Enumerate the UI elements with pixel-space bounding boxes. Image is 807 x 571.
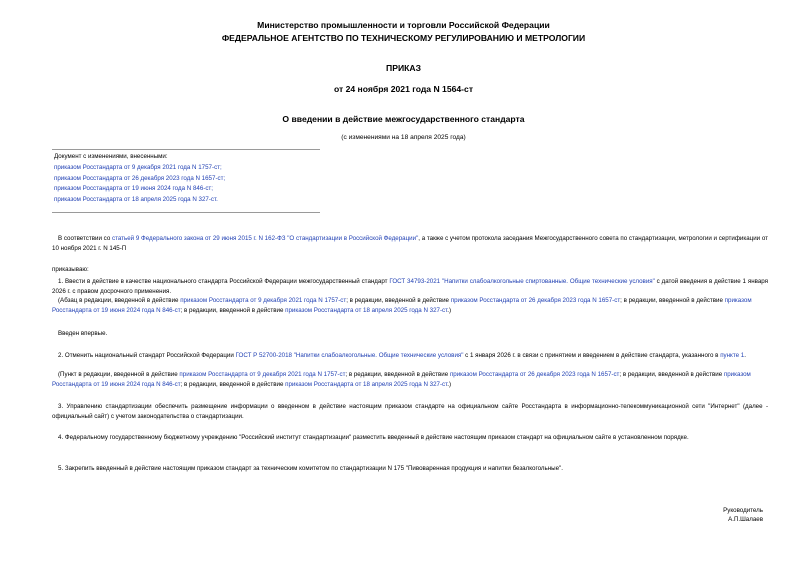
- note-text: (Абзац в редакции, введенной в действие: [58, 297, 181, 304]
- paragraph-text: .: [744, 352, 746, 359]
- paragraph-2: [52, 351, 768, 361]
- note-text: ; в редакции, введенной в действие: [619, 371, 724, 378]
- amendment-note: (с изменениями на 18 апреля 2025 года): [341, 134, 466, 141]
- paragraph-text: 1. Ввести в действие в качестве национального стандарта Российской Федерации межгосударственный стандарт: [58, 278, 390, 285]
- note-text: ; в редакции, введенной в действие: [180, 380, 286, 388]
- note-text: ; в редакции, введенной в действие: [620, 297, 725, 304]
- preamble-text: В соответствии со: [58, 235, 112, 242]
- paragraph-text: с 1 января 2026 г. в связи с принятием и введением в действие стандарта, указанного в: [463, 352, 721, 359]
- change-link[interactable]: приказом Росстандарта от 9 декабря 2021 года N 1757-ст: [179, 371, 346, 378]
- paragraph-1-note: [52, 296, 768, 315]
- document-title: О введении в действие межгосударственного стандарта: [282, 114, 525, 124]
- clause-link[interactable]: пункте 1: [720, 352, 745, 359]
- note-text: (Пункт в редакции, введенной в действие: [58, 371, 180, 378]
- standard-link[interactable]: ГОСТ 34793-2021 "Напитки слабоалкогольные спиртованные. Общие технические условия": [389, 278, 655, 285]
- preamble-paragraph: [52, 234, 768, 253]
- agency-name: ФЕДЕРАЛЬНОЕ АГЕНТСТВО ПО ТЕХНИЧЕСКОМУ РЕГУЛИРОВАНИЮ И МЕТРОЛОГИИ: [221, 33, 586, 43]
- paragraph-3: 3. Управлению стандартизации обеспечить размещение информации о введенном в действие настоящим приказом стандарте на официальном сайте Росстандарта в информационно-телекоммуникационной сети "Интернет" (далее - официальный сайт) с учетом законодательства о стандартизации.: [52, 403, 768, 420]
- change-link[interactable]: приказом Росстандарта от 26 декабря 2023 года N 1657-ст: [450, 297, 621, 304]
- change-link[interactable]: приказом Росстандарта от 19 июня 2024 года N 846-ст: [52, 371, 751, 388]
- introduced-first-note: Введен впервые.: [58, 330, 108, 337]
- note-text: .): [447, 306, 452, 314]
- preamble-text: , а также с учетом протокола заседания Межгосударственного совета по стандартизации, метрологии и сертификации от 10 ноября 2021 г. N 145-П: [52, 235, 768, 252]
- change-link[interactable]: приказом Росстандарта от 18 апреля 2025 года N 327-ст.: [54, 196, 218, 204]
- order-word: приказываю:: [52, 266, 89, 273]
- divider-top: [52, 149, 320, 150]
- change-link[interactable]: приказом Росстандарта от 19 июня 2024 года N 846-ст;: [54, 185, 213, 193]
- document-type: ПРИКАЗ: [386, 63, 421, 73]
- changes-intro: Документ с изменениями, внесенными:: [54, 153, 168, 160]
- change-link[interactable]: приказом Росстандарта от 26 декабря 2023 года N 1657-ст: [449, 371, 620, 378]
- paragraph-5: 5. Закрепить введенный в действие настоящим приказом стандарт за техническим комитетом по стандартизации N 175 "Пивоваренная продукция и напитки безалкогольные".: [58, 465, 563, 472]
- note-text: .): [447, 380, 452, 388]
- divider-bottom: [52, 212, 320, 213]
- ministry-name: Министерство промышленности и торговли Российской Федерации: [257, 20, 550, 30]
- change-link[interactable]: приказом Росстандарта от 9 декабря 2021 года N 1757-ст: [180, 297, 347, 304]
- paragraph-1: [52, 277, 768, 296]
- change-link[interactable]: приказом Росстандарта от 9 декабря 2021 года N 1757-ст;: [54, 163, 222, 171]
- change-link[interactable]: приказом Росстандарта от 19 июня 2024 года N 846-ст: [52, 297, 752, 314]
- change-link[interactable]: приказом Росстандарта от 18 апреля 2025 года N 327-ст: [285, 380, 448, 388]
- paragraph-text: с датой введения в действие 1 января 2026 г. с правом досрочного применения.: [52, 278, 768, 295]
- note-text: ; в редакции, введенной в действие: [345, 371, 450, 378]
- change-link[interactable]: приказом Росстандарта от 26 декабря 2023 года N 1657-ст;: [54, 174, 226, 182]
- signature-block: [723, 506, 763, 525]
- change-link[interactable]: приказом Росстандарта от 18 апреля 2025 года N 327-ст: [285, 306, 448, 314]
- document-date: от 24 ноября 2021 года N 1564-ст: [333, 84, 474, 94]
- paragraph-2-note: [52, 370, 768, 389]
- note-text: ; в редакции, введенной в действие: [180, 306, 286, 314]
- note-text: ; в редакции, введенной в действие: [346, 297, 451, 304]
- paragraph-text: 2. Отменить национальный стандарт Российской Федерации: [58, 352, 236, 359]
- signatory-name: А.П.Шалаев: [728, 516, 763, 524]
- changes-block: [54, 152, 225, 206]
- paragraph-4: 4. Федеральному государственному бюджетному учреждению "Российский институт стандартизации" разместить введенный в действие настоящим приказом стандарт на официальном сайте в установленном порядке.: [58, 434, 689, 441]
- law-link[interactable]: статьей 9 Федерального закона от 29 июня 2015 г. N 162-ФЗ "О стандартизации в Российской Федерации": [112, 235, 419, 242]
- signatory-role: Руководитель: [723, 507, 763, 514]
- standard-link[interactable]: ГОСТ Р 52700-2018 "Напитки слабоалкогольные. Общие технические условия": [235, 352, 464, 359]
